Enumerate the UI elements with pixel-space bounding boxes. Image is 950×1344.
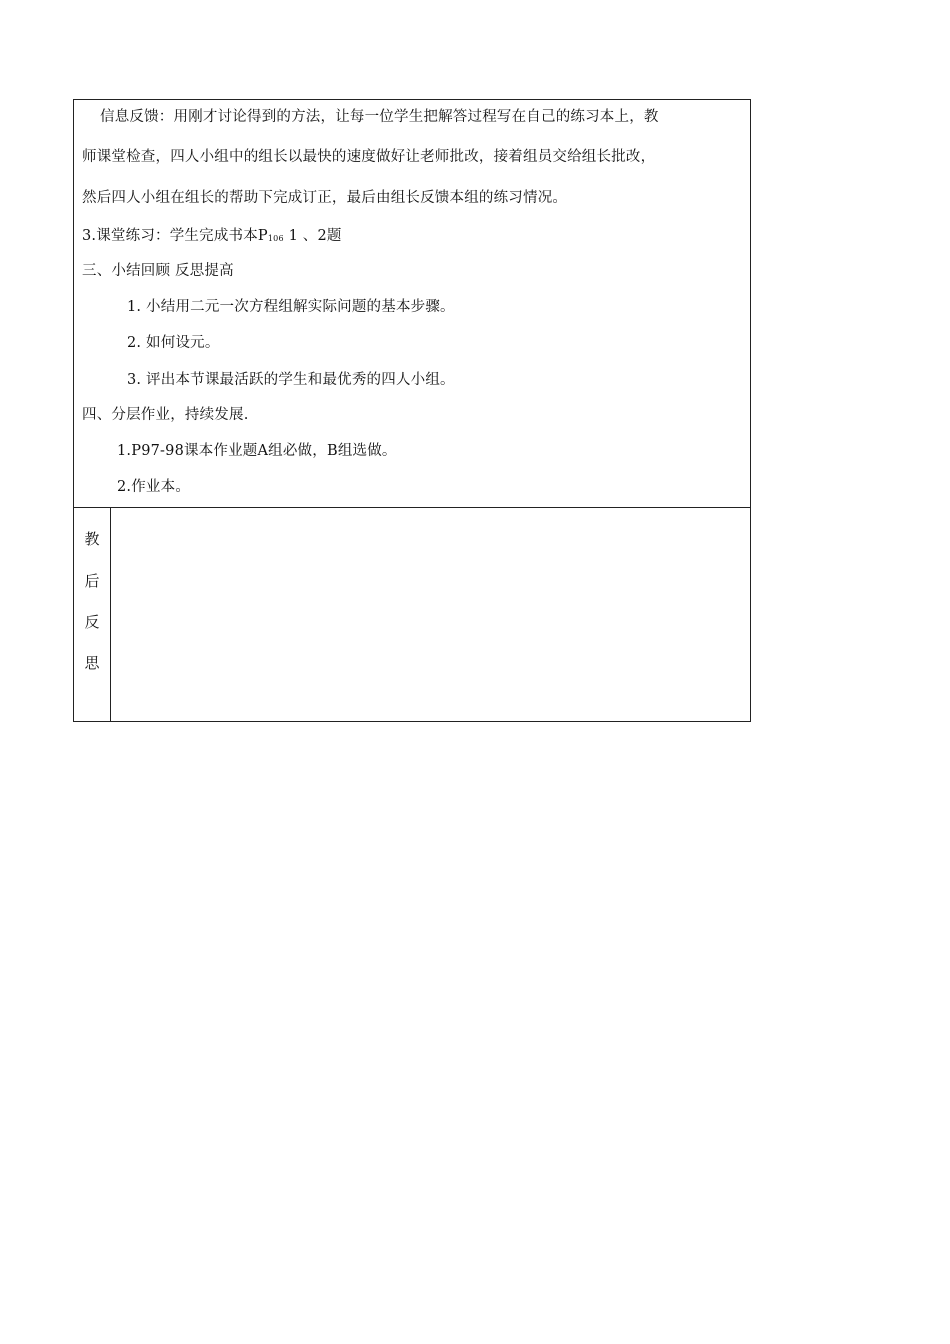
lesson-content-cell xyxy=(74,100,751,508)
feedback-line-3: 然后四人小组在组长的帮助下完成订正，最后由组长反馈本组的练习情况。 xyxy=(82,190,568,206)
reflection-label-char-3: 反 xyxy=(84,613,100,631)
section3-item-3: 3. 评出本节课最活跃的学生和最优秀的四人小组。 xyxy=(127,372,455,388)
reflection-blank-area xyxy=(111,508,751,722)
reflection-label-char-4: 思 xyxy=(84,654,100,672)
section3-title: 三、小结回顾 反思提高 xyxy=(82,263,234,279)
content-row xyxy=(74,100,751,508)
section4-item-1: 1.P97-98课本作业题A组必做，B组选做。 xyxy=(117,443,397,459)
reflection-row xyxy=(74,508,751,722)
section4-item-2: 2.作业本。 xyxy=(117,479,191,495)
feedback-line-1: 信息反馈：用刚才讨论得到的方法，让每一位学生把解答过程写在自己的练习本上，教 xyxy=(100,109,659,125)
practice-line xyxy=(82,224,342,245)
practice-suffix: 1 、2题 xyxy=(283,228,342,244)
reflection-label-char-1: 教 xyxy=(84,530,100,548)
reflection-label-char-2: 后 xyxy=(84,572,100,590)
section3-item-2: 2. 如何设元。 xyxy=(127,335,220,351)
section4-title: 四、分层作业，持续发展. xyxy=(82,407,249,423)
lesson-plan-table xyxy=(73,99,751,722)
feedback-line-2: 师课堂检查，四人小组中的组长以最快的速度做好让老师批改，接着组员交给组长批改， xyxy=(82,149,656,165)
practice-prefix: 3.课堂练习：学生完成书本P xyxy=(82,228,268,244)
practice-page-subscript: 106 xyxy=(267,234,284,243)
reflection-label-cell xyxy=(74,508,111,722)
section3-item-1: 1. 小结用二元一次方程组解实际问题的基本步骤。 xyxy=(127,299,455,315)
